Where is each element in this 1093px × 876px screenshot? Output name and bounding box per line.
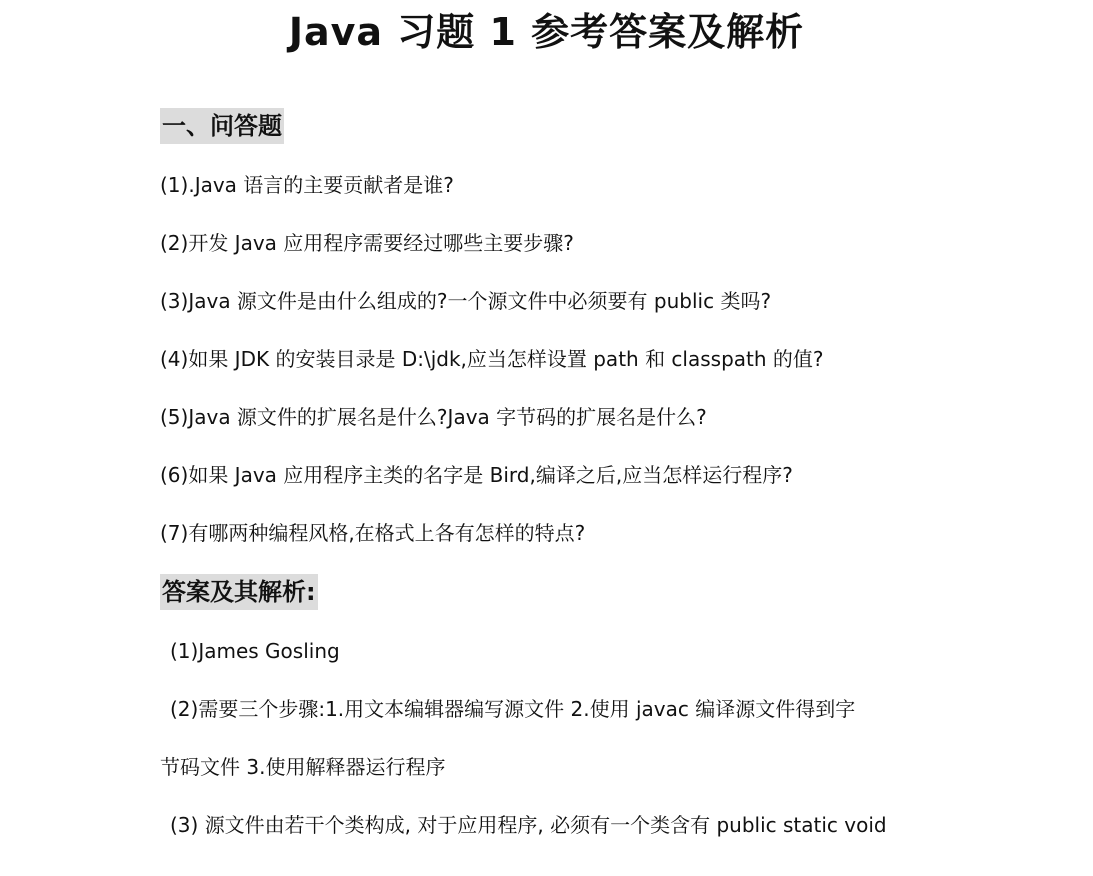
answer-2-line-2: 节码文件 3.使用解释器运行程序	[160, 755, 446, 779]
answer-1: (1)James Gosling	[170, 639, 340, 663]
question-2: (2)开发 Java 应用程序需要经过哪些主要步骤?	[160, 231, 574, 255]
answer-2-line-1: (2)需要三个步骤:1.用文本编辑器编写源文件 2.使用 javac 编译源文件得到字	[170, 697, 856, 721]
answers-heading: 答案及其解析:	[160, 574, 318, 610]
question-4: (4)如果 JDK 的安装目录是 D:\jdk,应当怎样设置 path 和 classpath 的值?	[160, 347, 824, 371]
question-3: (3)Java 源文件是由什么组成的?一个源文件中必须要有 public 类吗?	[160, 289, 772, 313]
question-1: (1).Java 语言的主要贡献者是谁?	[160, 173, 454, 197]
document-title: Java 习题 1 参考答案及解析	[288, 10, 805, 54]
question-7: (7)有哪两种编程风格,在格式上各有怎样的特点?	[160, 521, 586, 545]
question-5: (5)Java 源文件的扩展名是什么?Java 字节码的扩展名是什么?	[160, 405, 707, 429]
answer-3-line-1: (3) 源文件由若干个类构成, 对于应用程序, 必须有一个类含有 public static void	[170, 813, 887, 837]
questions-heading: 一、问答题	[160, 108, 284, 144]
question-6: (6)如果 Java 应用程序主类的名字是 Bird,编译之后,应当怎样运行程序?	[160, 463, 793, 487]
